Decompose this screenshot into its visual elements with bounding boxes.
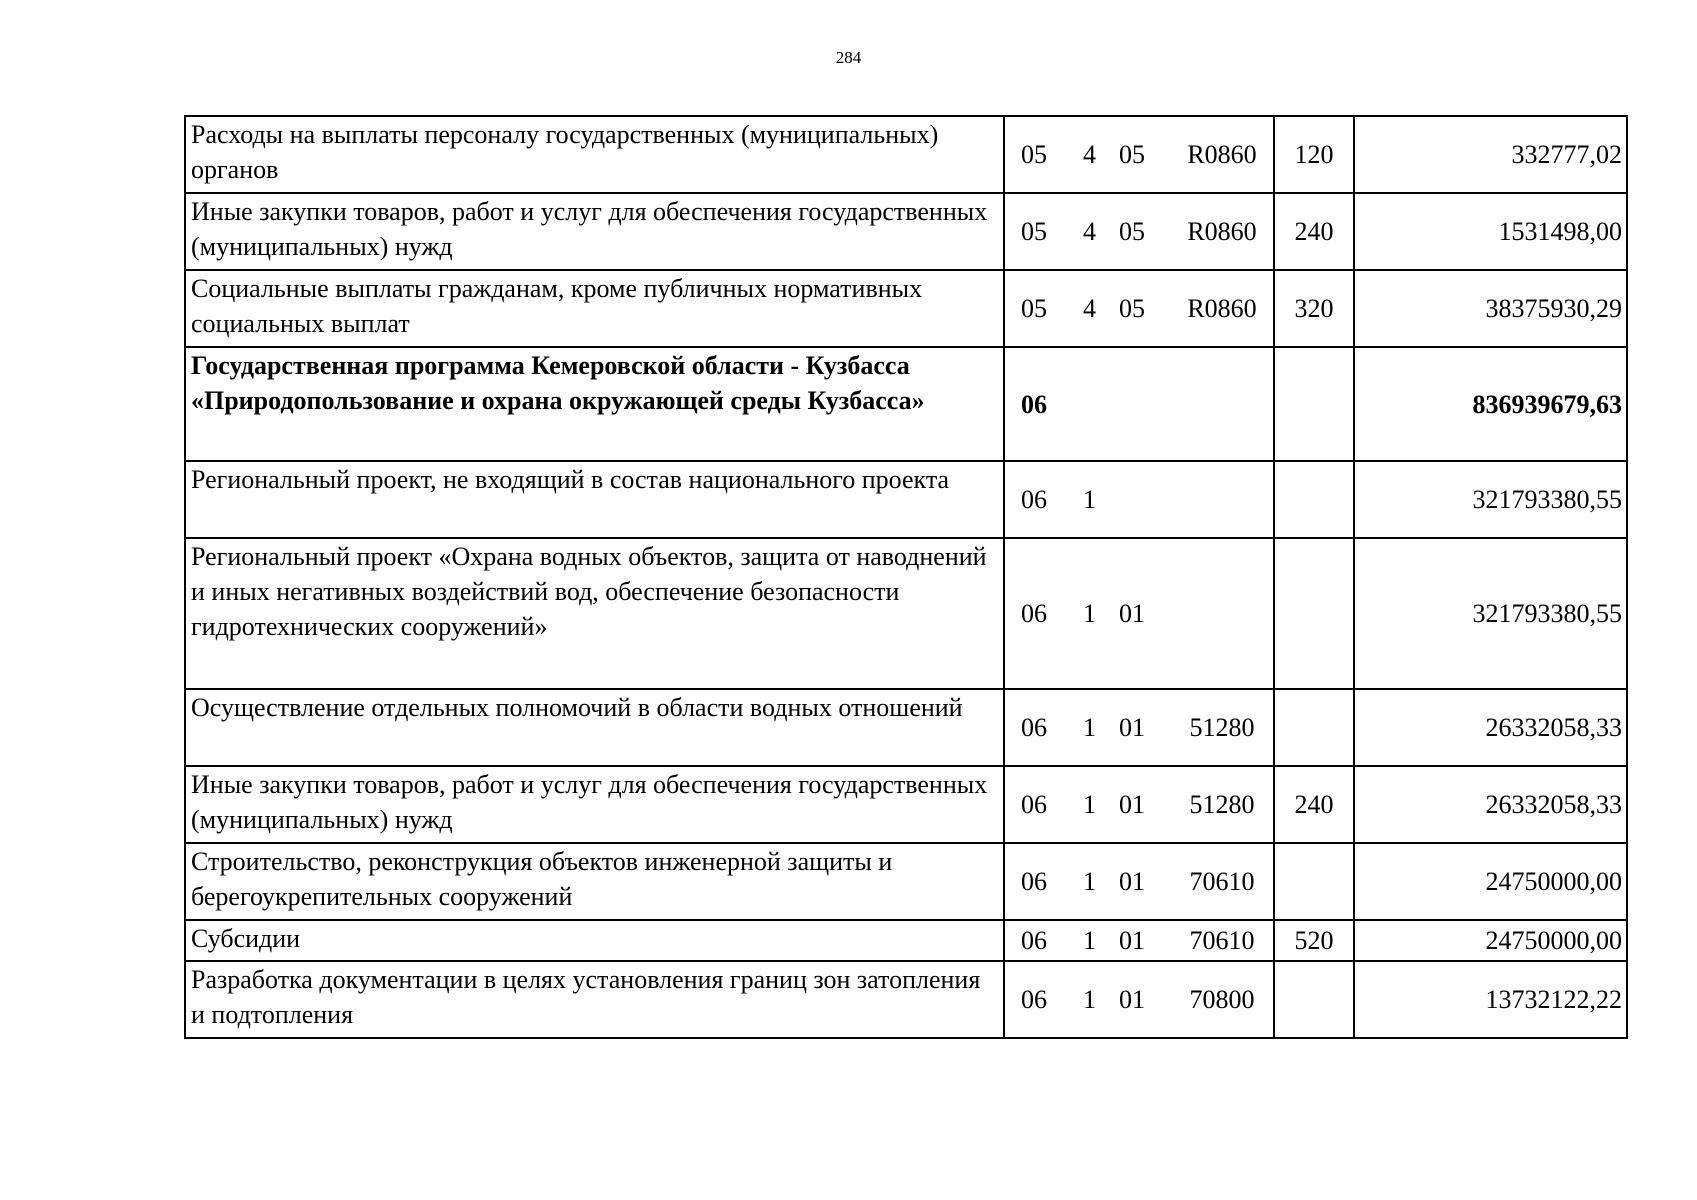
code-subprogram: 05 [1119,217,1145,246]
row-expense-type [1274,538,1354,689]
code-program: 1 [1083,867,1096,896]
code-direction: 70800 [1189,985,1255,1014]
row-description: Субсидии [185,920,1004,961]
row-description: Расходы на выплаты персоналу государственных (муниципальных) органов [185,116,1004,193]
row-description: Региональный проект, не входящий в состав национального проекта [185,461,1004,538]
row-expense-type: 520 [1274,920,1354,961]
table-row [185,116,1627,193]
row-amount: 24750000,00 [1354,843,1627,920]
code-direction: 70610 [1189,867,1255,896]
table-row [185,270,1627,347]
table-row [185,193,1627,270]
row-expense-type: 240 [1274,766,1354,843]
row-classification-codes [1004,116,1274,193]
code-section: 05 [1021,294,1047,323]
row-description: Социальные выплаты гражданам, кроме публичных нормативных социальных выплат [185,270,1004,347]
row-amount: 38375930,29 [1354,270,1627,347]
code-section: 06 [1021,485,1047,514]
row-description: Строительство, реконструкция объектов инженерной защиты и берегоукрепительных сооружений [185,843,1004,920]
row-expense-type: 240 [1274,193,1354,270]
row-classification-codes [1004,347,1274,461]
code-subprogram: 01 [1119,926,1145,955]
code-program: 1 [1083,599,1096,628]
table-row [185,538,1627,689]
row-expense-type [1274,461,1354,538]
row-amount: 321793380,55 [1354,538,1627,689]
row-classification-codes [1004,461,1274,538]
row-classification-codes [1004,766,1274,843]
row-classification-codes [1004,843,1274,920]
code-program: 4 [1083,217,1096,246]
row-amount: 1531498,00 [1354,193,1627,270]
row-expense-type: 320 [1274,270,1354,347]
code-subprogram: 01 [1119,599,1145,628]
row-expense-type [1274,347,1354,461]
row-classification-codes [1004,689,1274,766]
code-program: 1 [1083,926,1096,955]
row-classification-codes [1004,193,1274,270]
row-classification-codes [1004,538,1274,689]
table-row [185,766,1627,843]
code-program: 4 [1083,140,1096,169]
code-subprogram: 01 [1119,867,1145,896]
code-program: 4 [1083,294,1096,323]
code-program: 1 [1083,713,1096,742]
code-subprogram: 01 [1119,985,1145,1014]
code-section: 06 [1021,389,1047,419]
code-subprogram: 05 [1119,140,1145,169]
row-classification-codes [1004,270,1274,347]
code-section: 06 [1021,867,1047,896]
page-number: 284 [835,48,862,67]
row-expense-type: 120 [1274,116,1354,193]
code-section: 05 [1021,217,1047,246]
table-row [185,961,1627,1038]
row-amount: 13732122,22 [1354,961,1627,1038]
table-row [185,347,1627,461]
code-section: 06 [1021,790,1047,819]
code-subprogram: 01 [1119,713,1145,742]
row-amount: 26332058,33 [1354,689,1627,766]
row-description: Государственная программа Кемеровской области - Кузбасса «Природопользование и охрана окружающей среды Кузбасса» [185,347,1004,461]
table-row [185,843,1627,920]
table-row [185,689,1627,766]
budget-table [184,115,1628,1039]
table-row [185,461,1627,538]
row-amount: 332777,02 [1354,116,1627,193]
code-direction: R0860 [1187,140,1257,169]
row-classification-codes [1004,920,1274,961]
row-amount: 26332058,33 [1354,766,1627,843]
code-subprogram: 05 [1119,294,1145,323]
code-section: 06 [1021,926,1047,955]
row-amount: 321793380,55 [1354,461,1627,538]
code-direction: 70610 [1189,926,1255,955]
row-description: Иные закупки товаров, работ и услуг для обеспечения государственных (муниципальных) нужд [185,193,1004,270]
code-section: 06 [1021,599,1047,628]
code-section: 06 [1021,713,1047,742]
code-direction: R0860 [1187,217,1257,246]
budget-table-body [185,116,1627,1038]
row-description: Разработка документации в целях установления границ зон затопления и подтопления [185,961,1004,1038]
row-amount: 24750000,00 [1354,920,1627,961]
code-section: 05 [1021,140,1047,169]
row-expense-type [1274,689,1354,766]
code-program: 1 [1083,790,1096,819]
code-program: 1 [1083,485,1096,514]
code-subprogram: 01 [1119,790,1145,819]
code-direction: R0860 [1187,294,1257,323]
row-expense-type [1274,843,1354,920]
row-classification-codes [1004,961,1274,1038]
code-section: 06 [1021,985,1047,1014]
row-description: Региональный проект «Охрана водных объектов, защита от наводнений и иных негативных воздействий вод, обеспечение безопасности гидротехнических сооружений» [185,538,1004,689]
row-amount: 836939679,63 [1354,347,1627,461]
row-expense-type [1274,961,1354,1038]
code-direction: 51280 [1189,790,1255,819]
code-direction: 51280 [1189,713,1255,742]
row-description: Осуществление отдельных полномочий в области водных отношений [185,689,1004,766]
row-description: Иные закупки товаров, работ и услуг для обеспечения государственных (муниципальных) нужд [185,766,1004,843]
code-program: 1 [1083,985,1096,1014]
table-row [185,920,1627,961]
